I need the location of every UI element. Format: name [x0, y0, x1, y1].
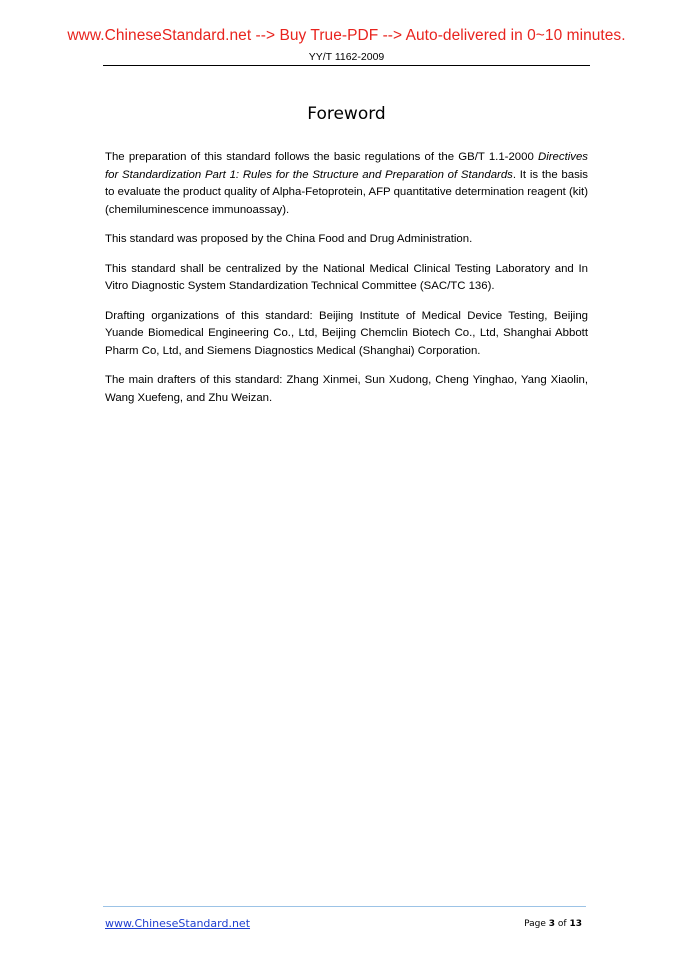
footer-website-link[interactable]: www.ChineseStandard.net — [105, 917, 251, 930]
standard-code-header: YY/T 1162-2009 — [308, 51, 385, 63]
page-title: Foreword — [307, 104, 386, 124]
page-current: 3 — [548, 919, 556, 929]
directive-title-italic: Directives for Standardization Part 1: Rules for the Structure and Preparation of Standards — [105, 151, 588, 181]
paragraph-preparation-text-1: The preparation of this standard follows the basic regulations of the GB/T 1.1-2000 — [105, 151, 538, 163]
paragraph-preparation — [105, 149, 588, 219]
paragraph-drafting-organizations: Drafting organizations of this standard: Beijing Institute of Medical Device Testing, Beijing Yuande Biomedical Engineering Co., Ltd, Beijing Chemclin Biotech Co., Ltd, Shanghai Abbott Pharm Co, Ltd, and Siemens Diagnostics Medical (Shanghai) Corporation. — [105, 309, 588, 357]
page-total: 13 — [569, 919, 582, 929]
page-label: Page — [524, 919, 546, 929]
paragraph-main-drafters: The main drafters of this standard: Zhang Xinmei, Sun Xudong, Cheng Yinghao, Yang Xiaolin, Wang Xuefeng, and Zhu Weizan. — [105, 374, 588, 404]
paragraph-preparation-text-2: . It is the basis to evaluate the product quality of Alpha-Fetoprotein, AFP quantitative determination reagent (kit) (chemiluminescence immunoassay). — [105, 168, 588, 216]
page-number — [524, 919, 582, 929]
document-body — [105, 149, 588, 419]
footer-divider — [103, 906, 586, 907]
promo-banner-link[interactable]: www.ChineseStandard.net --> Buy True-PDF --> Auto-delivered in 0~10 minutes. — [67, 27, 626, 44]
paragraph-proposed-by: This standard was proposed by the China Food and Drug Administration. — [105, 233, 473, 245]
paragraph-centralized-by: This standard shall be centralized by the National Medical Clinical Testing Laboratory and In Vitro Diagnostic System Standardization Technical Committee (SAC/TC 136). — [105, 262, 588, 292]
header-divider — [103, 65, 590, 66]
page-of-label: of — [557, 919, 567, 929]
